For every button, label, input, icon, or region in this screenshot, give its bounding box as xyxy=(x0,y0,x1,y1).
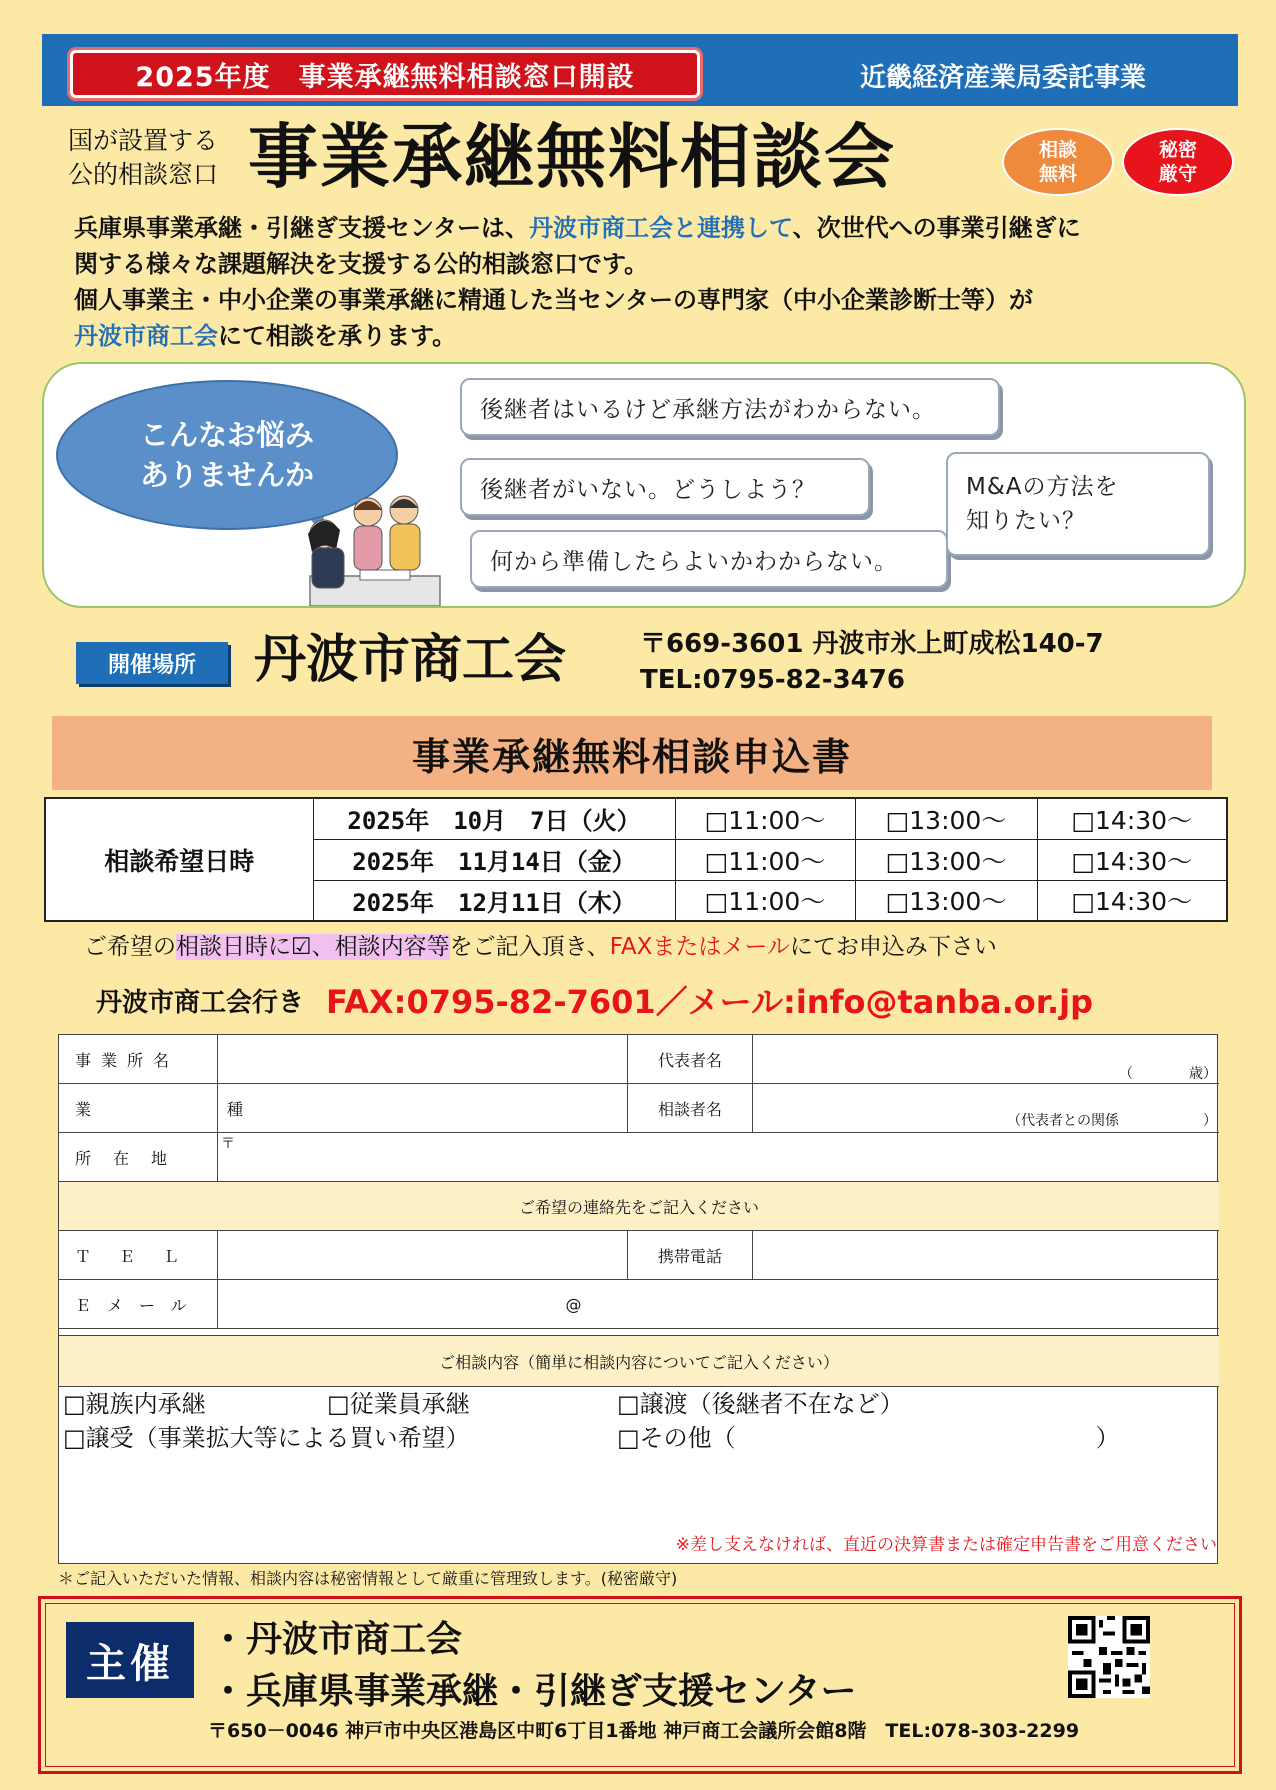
worry-bubble-ma: M&Aの方法を 知りたい？ xyxy=(946,452,1210,556)
at-mark: @ xyxy=(565,1294,582,1314)
title-subheading-line2: 公的相談窓口 xyxy=(68,160,219,189)
confidentiality-note: ＊ご記入いただいた情報、相談内容は秘密情報として厳重に管理致します。(秘密厳守) xyxy=(58,1569,678,1588)
page-title: 事業承継無料相談会 xyxy=(248,116,896,198)
business-name-field[interactable] xyxy=(218,1035,628,1084)
worry-bubble-no-successor: 後継者がいない。どうしよう？ xyxy=(460,458,870,516)
address-field[interactable] xyxy=(218,1133,1219,1182)
venue-name: 丹波市商工会 xyxy=(254,630,567,690)
tel-field[interactable] xyxy=(218,1231,628,1280)
title-subheading xyxy=(68,124,248,192)
date-value: 2025年 11月14日（金） xyxy=(313,839,675,880)
consultation-options xyxy=(59,1387,1219,1487)
venue-tel: TEL:0795-82-3476 xyxy=(640,665,905,695)
venue-postal-address: 〒669-3601 丹波市氷上町成松140-7 xyxy=(640,629,1104,659)
date-selection-table xyxy=(44,797,1228,922)
rep-name-field[interactable] xyxy=(753,1035,1219,1084)
option-transfer[interactable]: □譲渡（後継者不在など） xyxy=(617,1390,904,1418)
option-employee-succession[interactable]: □従業員承継 xyxy=(327,1390,470,1418)
date-value: 2025年 10月 7日（火） xyxy=(313,798,675,839)
organizer-address: 〒650－0046 神戸市中央区港島区中町6丁目1番地 神戸商工会議所会館8階 TEL:078-303-2299 xyxy=(208,1720,1080,1742)
confidential-badge: 秘密 厳守 xyxy=(1122,128,1234,196)
worry-bubble-preparation: 何から準備したらよいかわからない。 xyxy=(470,530,948,588)
organizer-label: 主催 xyxy=(66,1622,194,1698)
application-form xyxy=(58,1034,1218,1564)
slot-checkbox[interactable]: □11:00～ xyxy=(675,798,855,839)
slot-checkbox[interactable]: □11:00～ xyxy=(675,880,855,921)
banner-commission: 近畿経済産業局委託事業 xyxy=(860,62,1147,93)
organizer-2: ・兵庫県事業承継・引継ぎ支援センター xyxy=(210,1671,857,1712)
address-label: 所在地 xyxy=(59,1133,218,1182)
postal-mark: 〒 xyxy=(221,1136,235,1152)
submission-recipient: 丹波市商工会行き xyxy=(96,987,305,1018)
date-label: 相談希望日時 xyxy=(45,798,313,921)
organizer-1: ・丹波市商工会 xyxy=(210,1619,463,1660)
rep-name-label: 代表者名 xyxy=(628,1035,753,1084)
slot-checkbox[interactable]: □14:30～ xyxy=(1037,880,1227,921)
relation-hint: （代表者との関係 ） xyxy=(1007,1113,1217,1129)
email-label: Ｅメール xyxy=(59,1280,218,1329)
content-heading: ご相談内容（簡単に相談内容についてご記入ください） xyxy=(59,1335,1219,1387)
documents-note: ※差し支えなければ、直近の決算書または確定申告書をご用意ください xyxy=(675,1535,1217,1555)
industry-label: 業 種 xyxy=(59,1084,218,1133)
business-name-label: 事業所名 xyxy=(59,1035,218,1084)
option-acquisition[interactable]: □譲受（事業拡大等による買い希望） xyxy=(63,1424,470,1452)
age-hint: （ 歳） xyxy=(1119,1066,1217,1082)
worry-bubble-successor-method: 後継者はいるけど承継方法がわからない。 xyxy=(460,378,1000,436)
consultation-illustration xyxy=(300,490,450,606)
slot-checkbox[interactable]: □13:00～ xyxy=(855,880,1037,921)
intro-text: 兵庫県事業承継・引継ぎ支援センターは、丹波市商工会と連携して、次世代への事業引継ぎに 関する様々な課題解決を支援する公的相談窓口です。 個人事業主・中小企業の事業承継に精通した当センターの専門家（中小企業診断士等）が 丹波市商工会にて相談を承ります。 xyxy=(74,214,1081,350)
slot-checkbox[interactable]: □14:30～ xyxy=(1037,798,1227,839)
consultant-name-label: 相談者名 xyxy=(628,1084,753,1133)
option-other[interactable]: □その他（ ） xyxy=(617,1424,1120,1452)
title-subheading-line1: 国が設置する xyxy=(68,126,219,155)
date-value: 2025年 12月11日（木） xyxy=(313,880,675,921)
option-family-succession[interactable]: □親族内承継 xyxy=(63,1390,206,1418)
contact-heading: ご希望の連絡先をご記入ください xyxy=(59,1182,1219,1231)
submission-contact: FAX:0795-82-7601／メール:info@tanba.or.jp xyxy=(326,983,1094,1021)
slot-checkbox[interactable]: □13:00～ xyxy=(855,839,1037,880)
mobile-label: 携帯電話 xyxy=(628,1231,753,1280)
free-consultation-badge: 相談 無料 xyxy=(1002,128,1114,196)
banner-announcement: 2025年度 事業承継無料相談窓口開設 xyxy=(70,50,700,98)
worries-heading: こんなお悩み ありませんか xyxy=(56,380,398,530)
date-row xyxy=(45,798,1227,839)
slot-checkbox[interactable]: □11:00～ xyxy=(675,839,855,880)
slot-checkbox[interactable]: □13:00～ xyxy=(855,798,1037,839)
tel-label: ＴＥＬ xyxy=(59,1231,218,1280)
qr-code-icon[interactable] xyxy=(1068,1616,1150,1698)
email-field[interactable] xyxy=(218,1280,1219,1329)
venue-label: 開催場所 xyxy=(76,642,228,684)
organizer-names xyxy=(210,1614,1010,1718)
mobile-field[interactable] xyxy=(753,1231,1219,1280)
application-heading: 事業承継無料相談申込書 xyxy=(52,716,1212,790)
slot-checkbox[interactable]: □14:30～ xyxy=(1037,839,1227,880)
application-instructions: ご希望の相談日時に☑、相談内容等をご記入頂き、FAXまたはメールにてお申込み下さい xyxy=(84,934,997,960)
venue-address xyxy=(640,626,1240,698)
consultant-name-field[interactable] xyxy=(753,1084,1219,1133)
submission-line xyxy=(96,976,1236,1024)
industry-field[interactable] xyxy=(218,1084,628,1133)
